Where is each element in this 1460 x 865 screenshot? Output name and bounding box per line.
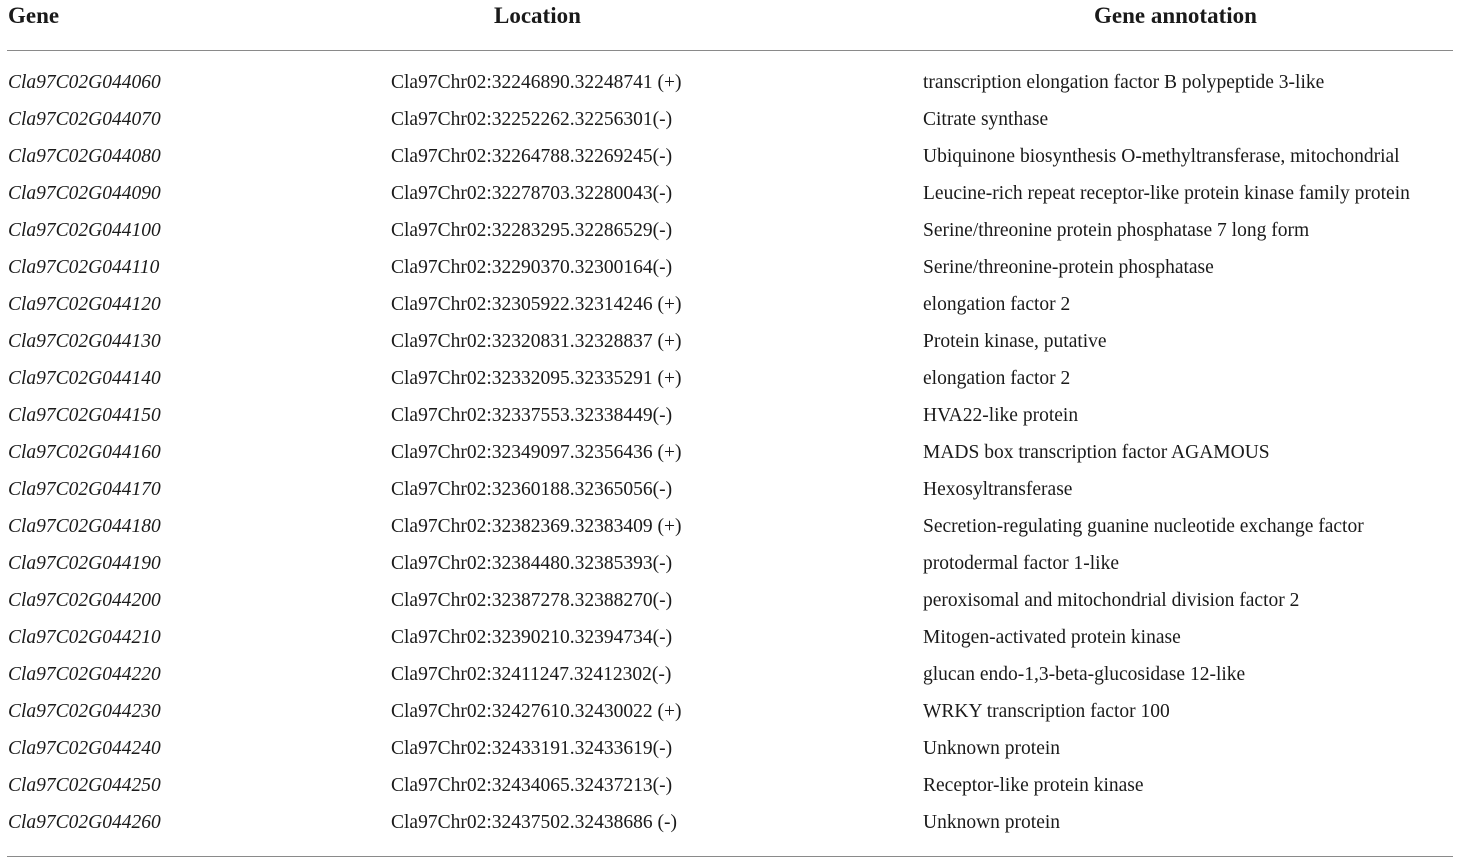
gene-id-cell: Cla97C02G044160 <box>8 442 161 463</box>
location-cell: Cla97Chr02:32411247.32412302(-) <box>391 664 672 685</box>
gene-id-cell: Cla97C02G044090 <box>8 183 161 204</box>
table-row <box>7 324 1453 361</box>
gene-id-cell: Cla97C02G044240 <box>8 738 161 759</box>
table-row <box>7 583 1453 620</box>
location-cell: Cla97Chr02:32320831.32328837 (+) <box>391 331 682 352</box>
header-divider <box>7 50 1453 51</box>
table-row <box>7 213 1453 250</box>
table-row <box>7 176 1453 213</box>
table-row <box>7 398 1453 435</box>
table-row <box>7 361 1453 398</box>
location-cell: Cla97Chr02:32349097.32356436 (+) <box>391 442 682 463</box>
gene-id-cell: Cla97C02G044130 <box>8 331 161 352</box>
annotation-cell: Serine/threonine protein phosphatase 7 long form <box>923 220 1310 241</box>
location-cell: Cla97Chr02:32252262.32256301(-) <box>391 109 673 130</box>
annotation-cell: protodermal factor 1-like <box>923 553 1119 574</box>
annotation-cell: transcription elongation factor B polypeptide 3-like <box>923 72 1325 93</box>
gene-id-cell: Cla97C02G044150 <box>8 405 161 426</box>
annotation-cell: Mitogen-activated protein kinase <box>923 627 1181 648</box>
location-cell: Cla97Chr02:32437502.32438686 (-) <box>391 812 677 833</box>
gene-id-cell: Cla97C02G044120 <box>8 294 161 315</box>
header-gene: Gene <box>8 3 60 28</box>
table-row <box>7 657 1453 694</box>
gene-id-cell: Cla97C02G044260 <box>8 812 161 833</box>
gene-id-cell: Cla97C02G044110 <box>8 257 160 278</box>
annotation-cell: WRKY transcription factor 100 <box>923 701 1170 722</box>
gene-id-cell: Cla97C02G044100 <box>8 220 161 241</box>
location-cell: Cla97Chr02:32382369.32383409 (+) <box>391 516 682 537</box>
annotation-cell: peroxisomal and mitochondrial division factor 2 <box>923 590 1300 611</box>
gene-id-cell: Cla97C02G044080 <box>8 146 161 167</box>
location-cell: Cla97Chr02:32390210.32394734(-) <box>391 627 673 648</box>
gene-id-cell: Cla97C02G044070 <box>8 109 161 130</box>
gene-id-cell: Cla97C02G044230 <box>8 701 161 722</box>
location-cell: Cla97Chr02:32387278.32388270(-) <box>391 590 673 611</box>
annotation-cell: Leucine-rich repeat receptor-like protein kinase family protein <box>923 183 1410 204</box>
gene-id-cell: Cla97C02G044220 <box>8 664 161 685</box>
table-header <box>7 0 1453 36</box>
table-row <box>7 509 1453 546</box>
table-row <box>7 139 1453 176</box>
annotation-cell: MADS box transcription factor AGAMOUS <box>923 442 1270 463</box>
table-row <box>7 250 1453 287</box>
annotation-cell: Receptor-like protein kinase <box>923 775 1144 796</box>
annotation-cell: Citrate synthase <box>923 109 1049 130</box>
table-row <box>7 731 1453 768</box>
gene-id-cell: Cla97C02G044060 <box>8 72 161 93</box>
table-bottom-rule <box>7 856 1453 857</box>
table-row <box>7 435 1453 472</box>
table-row <box>7 102 1453 139</box>
location-cell: Cla97Chr02:32246890.32248741 (+) <box>391 72 682 93</box>
location-cell: Cla97Chr02:32433191.32433619(-) <box>391 738 673 759</box>
gene-id-cell: Cla97C02G044210 <box>8 627 161 648</box>
annotation-cell: elongation factor 2 <box>923 368 1071 389</box>
table-row <box>7 768 1453 805</box>
gene-id-cell: Cla97C02G044140 <box>8 368 161 389</box>
gene-id-cell: Cla97C02G044250 <box>8 775 161 796</box>
table-row <box>7 805 1453 842</box>
location-cell: Cla97Chr02:32332095.32335291 (+) <box>391 368 682 389</box>
table-row <box>7 694 1453 731</box>
table-row <box>7 620 1453 657</box>
location-cell: Cla97Chr02:32337553.32338449(-) <box>391 405 673 426</box>
location-cell: Cla97Chr02:32434065.32437213(-) <box>391 775 673 796</box>
table-body <box>7 65 1453 842</box>
annotation-cell: HVA22-like protein <box>923 405 1079 426</box>
annotation-cell: Unknown protein <box>923 812 1061 833</box>
table-row <box>7 65 1453 102</box>
location-cell: Cla97Chr02:32278703.32280043(-) <box>391 183 673 204</box>
location-cell: Cla97Chr02:32427610.32430022 (+) <box>391 701 682 722</box>
gene-id-cell: Cla97C02G044170 <box>8 479 161 500</box>
gene-table <box>7 0 1453 865</box>
location-cell: Cla97Chr02:32290370.32300164(-) <box>391 257 673 278</box>
location-cell: Cla97Chr02:32360188.32365056(-) <box>391 479 673 500</box>
table-row <box>7 287 1453 324</box>
location-cell: Cla97Chr02:32283295.32286529(-) <box>391 220 673 241</box>
annotation-cell: Ubiquinone biosynthesis O-methyltransferase, mitochondrial <box>923 146 1400 167</box>
table-row <box>7 472 1453 509</box>
annotation-cell: Unknown protein <box>923 738 1061 759</box>
gene-id-cell: Cla97C02G044190 <box>8 553 161 574</box>
header-location: Location <box>494 3 581 28</box>
gene-id-cell: Cla97C02G044200 <box>8 590 161 611</box>
header-gene-annotation: Gene annotation <box>1094 3 1257 28</box>
annotation-cell: Hexosyltransferase <box>923 479 1073 500</box>
annotation-cell: glucan endo-1,3-beta-glucosidase 12-like <box>923 664 1246 685</box>
table-row <box>7 546 1453 583</box>
annotation-cell: elongation factor 2 <box>923 294 1071 315</box>
location-cell: Cla97Chr02:32264788.32269245(-) <box>391 146 673 167</box>
annotation-cell: Serine/threonine-protein phosphatase <box>923 257 1214 278</box>
gene-id-cell: Cla97C02G044180 <box>8 516 161 537</box>
annotation-cell: Protein kinase, putative <box>923 331 1107 352</box>
location-cell: Cla97Chr02:32384480.32385393(-) <box>391 553 673 574</box>
location-cell: Cla97Chr02:32305922.32314246 (+) <box>391 294 682 315</box>
annotation-cell: Secretion-regulating guanine nucleotide exchange factor <box>923 516 1364 537</box>
